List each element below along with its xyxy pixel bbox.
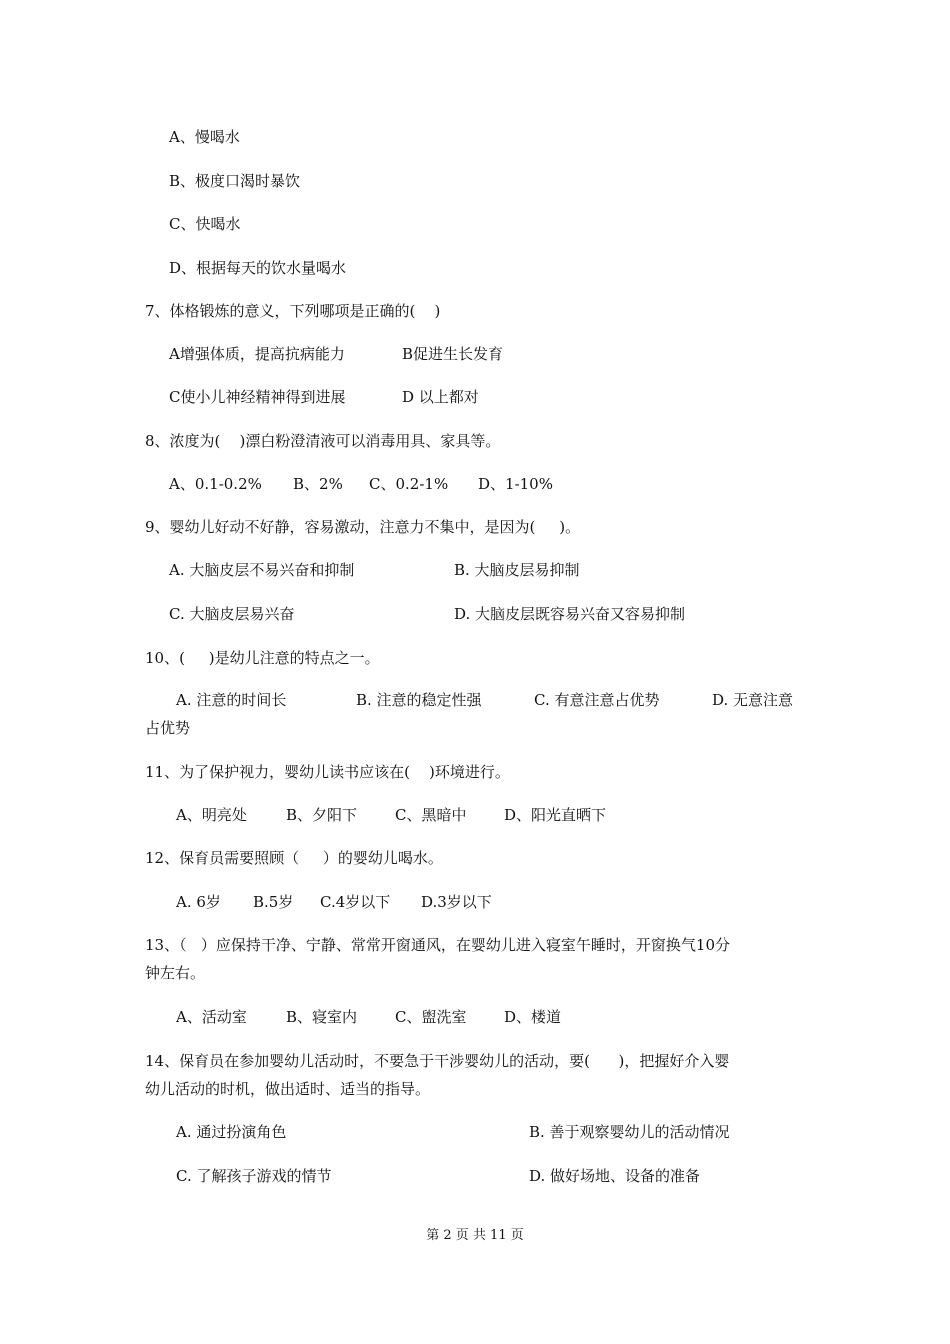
q10-stem: 10、( )是幼儿注意的特点之一。 — [145, 649, 380, 667]
q14-option-d: D. 做好场地、设备的准备 — [529, 1167, 701, 1185]
q7-option-b: B促进生长发育 — [402, 345, 504, 363]
q11-option-a: A、明亮处 — [176, 806, 247, 824]
q13-stem-line1: 13、（ ）应保持干净、宁静、常常开窗通风，在婴幼儿进入寝室午睡时，开窗换气10分 — [145, 936, 730, 954]
q14-option-c: C. 了解孩子游戏的情节 — [176, 1167, 332, 1185]
q12-option-a: A. 6岁 — [176, 893, 221, 911]
q8-option-d: D、1-10% — [478, 475, 553, 493]
q10-option-a: A. 注意的时间长 — [176, 691, 287, 709]
q14-stem-line1: 14、保育员在参加婴幼儿活动时，不要急于干涉婴幼儿的活动，要( )，把握好介入婴 — [145, 1052, 730, 1070]
q11-option-c: C、黑暗中 — [395, 806, 467, 824]
q13-option-c: C、盥洗室 — [395, 1008, 467, 1026]
q9-option-b: B. 大脑皮层易抑制 — [454, 561, 580, 579]
q8-stem: 8、浓度为( )漂白粉澄清液可以消毒用具、家具等。 — [145, 432, 501, 450]
q10-option-c: C. 有意注意占优势 — [534, 691, 660, 709]
q11-option-d: D、阳光直晒下 — [504, 806, 607, 824]
q12-option-c: C.4岁以下 — [320, 893, 391, 911]
q8-option-b: B、2% — [293, 475, 343, 493]
page-footer: 第 2 页 共 11 页 — [426, 1228, 524, 1243]
q14-stem-line2: 幼儿活动的时机，做出适时、适当的指导。 — [145, 1080, 431, 1098]
q7-option-c: C使小儿神经精神得到进展 — [169, 388, 346, 406]
q10-option-b: B. 注意的稳定性强 — [356, 691, 482, 709]
q9-stem: 9、婴幼儿好动不好静，容易激动，注意力不集中，是因为( )。 — [145, 518, 581, 536]
q9-option-a: A. 大脑皮层不易兴奋和抑制 — [169, 561, 355, 579]
q11-option-b: B、夕阳下 — [286, 806, 358, 824]
q13-option-d: D、楼道 — [504, 1008, 562, 1026]
q14-option-a: A. 通过扮演角色 — [176, 1123, 287, 1141]
q14-option-b: B. 善于观察婴幼儿的活动情况 — [529, 1123, 730, 1141]
q6-option-d: D、根据每天的饮水量喝水 — [169, 259, 347, 277]
q8-option-a: A、0.1-0.2% — [169, 475, 262, 493]
q11-stem: 11、为了保护视力，婴幼儿读书应该在( )环境进行。 — [145, 763, 510, 781]
q10-option-d-wrap: 占优势 — [145, 719, 191, 737]
q6-option-c: C、快喝水 — [169, 215, 241, 233]
q12-option-b: B.5岁 — [253, 893, 294, 911]
q8-option-c: C、0.2-1% — [369, 475, 449, 493]
q7-stem: 7、体格锻炼的意义，下列哪项是正确的( ) — [145, 302, 441, 320]
q6-option-b: B、极度口渴时暴饮 — [169, 172, 301, 190]
q9-option-d: D. 大脑皮层既容易兴奋又容易抑制 — [454, 605, 686, 623]
q7-option-a: A增强体质，提高抗病能力 — [169, 345, 345, 363]
q9-option-c: C. 大脑皮层易兴奋 — [169, 605, 295, 623]
q12-stem: 12、保育员需要照顾（ ）的婴幼儿喝水。 — [145, 849, 443, 867]
q13-option-a: A、活动室 — [176, 1008, 247, 1026]
q12-option-d: D.3岁以下 — [421, 893, 492, 911]
q6-option-a: A、慢喝水 — [169, 128, 240, 146]
q13-option-b: B、寝室内 — [286, 1008, 358, 1026]
q7-option-d: D 以上都对 — [402, 388, 479, 406]
q10-option-d: D. 无意注意 — [712, 691, 794, 709]
q13-stem-line2: 钟左右。 — [145, 964, 206, 982]
